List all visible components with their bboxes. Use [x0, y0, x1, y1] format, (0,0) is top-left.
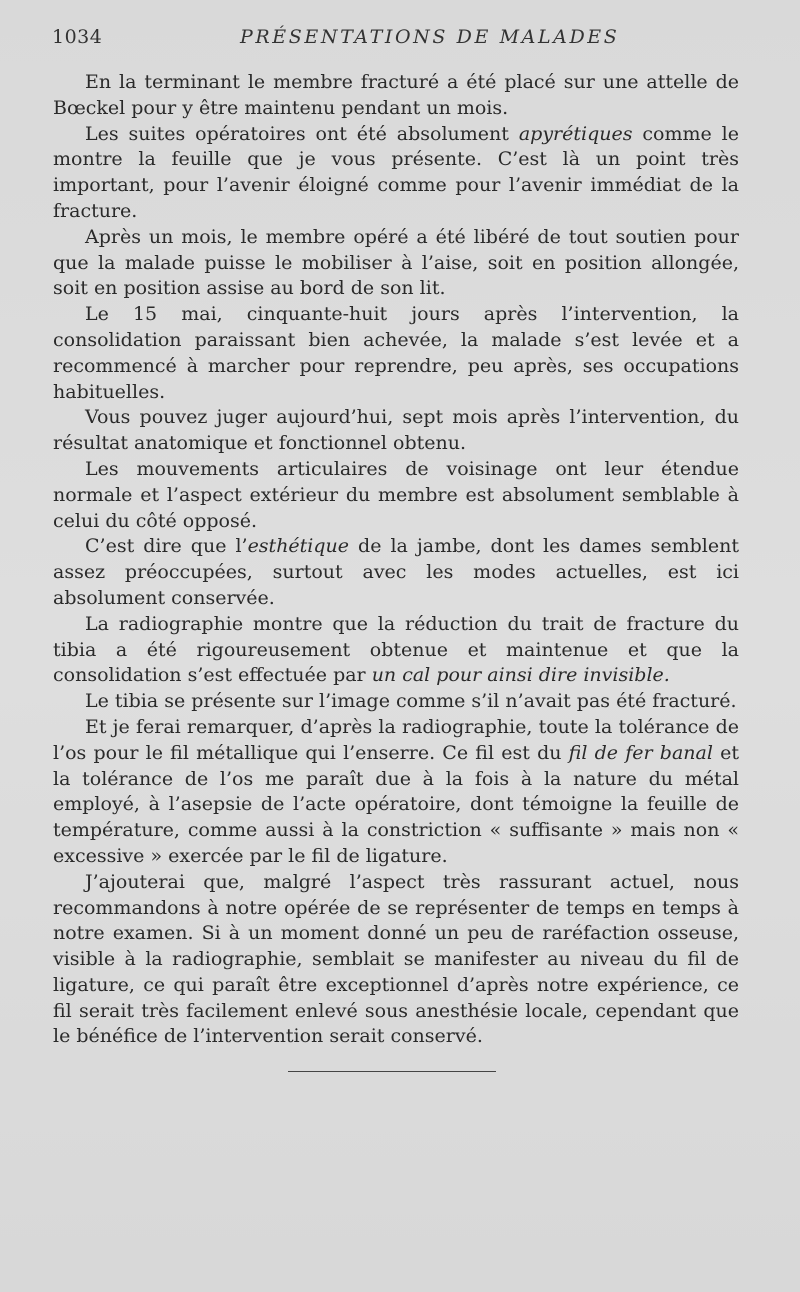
body-text — [53, 70, 739, 1050]
text-run: Le tibia se présente sur l’image comme s’il n’avait pas été fracturé. — [85, 690, 737, 713]
paragraph — [53, 612, 739, 689]
text-run: et la tolérance de l’os me paraît due à la fois à la nature du métal employé, à l’asepsie de l’acte opératoire, dont témoigne la feuille de température, comme aussi à la constriction « suffisante » mais non « excessive » exercée par le fil de ligature. — [53, 741, 740, 867]
paragraph — [53, 70, 739, 122]
text-run: La radiographie montre que la réduction du trait de fracture du tibia a été rigoureusement obtenue et maintenue et que la consolidation s’est effectuée par — [53, 612, 739, 687]
paragraph — [53, 302, 739, 405]
text-run: Après un mois, le membre opéré a été libéré de tout soutien pour que la malade puisse le mobiliser à l’aise, soit en position allongée, soit en position assise au bord de son lit. — [53, 225, 739, 300]
paragraph — [53, 689, 739, 715]
page-number: 1034 — [52, 26, 103, 48]
paragraph — [53, 870, 739, 1051]
text-run: J’ajouterai que, malgré l’aspect très rassurant actuel, nous recommandons à notre opérée de se représenter de temps en temps à notre examen. Si à un moment donné un peu de raréfaction osseuse, visible à la radiographie, semblait se manifester au niveau du fil de ligature, ce qui paraît être exceptionnel d’après notre expérience, ce fil serait très facilement enlevé sous anesthésie locale, cependant que le bénéfice de l’intervention serait conservé. — [53, 870, 739, 1048]
paragraph — [53, 534, 739, 611]
closing-rule — [288, 1071, 496, 1072]
italic-text: un cal pour ainsi dire invisible. — [371, 664, 670, 687]
italic-text: fil de fer banal — [568, 741, 713, 764]
text-run: Les mouvements articulaires de voisinage ont leur étendue normale et l’aspect extérieur du membre est absolument semblable à celui du côté opposé. — [53, 457, 739, 532]
text-run: Le 15 mai, cinquante-huit jours après l’intervention, la consolidation paraissant bien achevée, la malade s’est levée et a recommencé à marcher pour reprendre, peu après, ses occupations habituelles. — [53, 303, 739, 403]
text-run: En la terminant le membre fracturé a été placé sur une attelle de Bœckel pour y être maintenu pendant un mois. — [53, 71, 739, 119]
paragraph — [53, 225, 739, 302]
page-header — [40, 26, 780, 54]
italic-text: esthétique — [247, 535, 350, 558]
paragraph — [53, 405, 739, 457]
text-run: Vous pouvez juger aujourd’hui, sept mois après l’intervention, du résultat anatomique et fonctionnel obtenu. — [53, 406, 739, 455]
text-run: comme le montre la feuille que je vous présente. C’est là un point très important, pour l’avenir éloigné comme pour l’avenir immédiat de la fracture. — [53, 122, 739, 222]
paragraph — [53, 457, 739, 534]
text-run: C’est dire que l’ — [85, 535, 248, 558]
paragraph — [53, 122, 739, 225]
text-run: Et je ferai remarquer, d’après la radiographie, toute la tolérance de l’os pour le fil métallique qui l’enserre. Ce fil est du — [53, 715, 739, 764]
running-title: PRÉSENTATIONS DE MALADES — [240, 26, 620, 48]
paragraph — [53, 715, 739, 870]
italic-text: apyrétiques — [518, 122, 633, 145]
text-run: Les suites opératoires ont été absolument — [85, 122, 519, 145]
text-run: de la jambe, dont les dames semblent assez préoccupées, surtout avec les modes actuelles, est ici absolument conservée. — [53, 535, 739, 609]
